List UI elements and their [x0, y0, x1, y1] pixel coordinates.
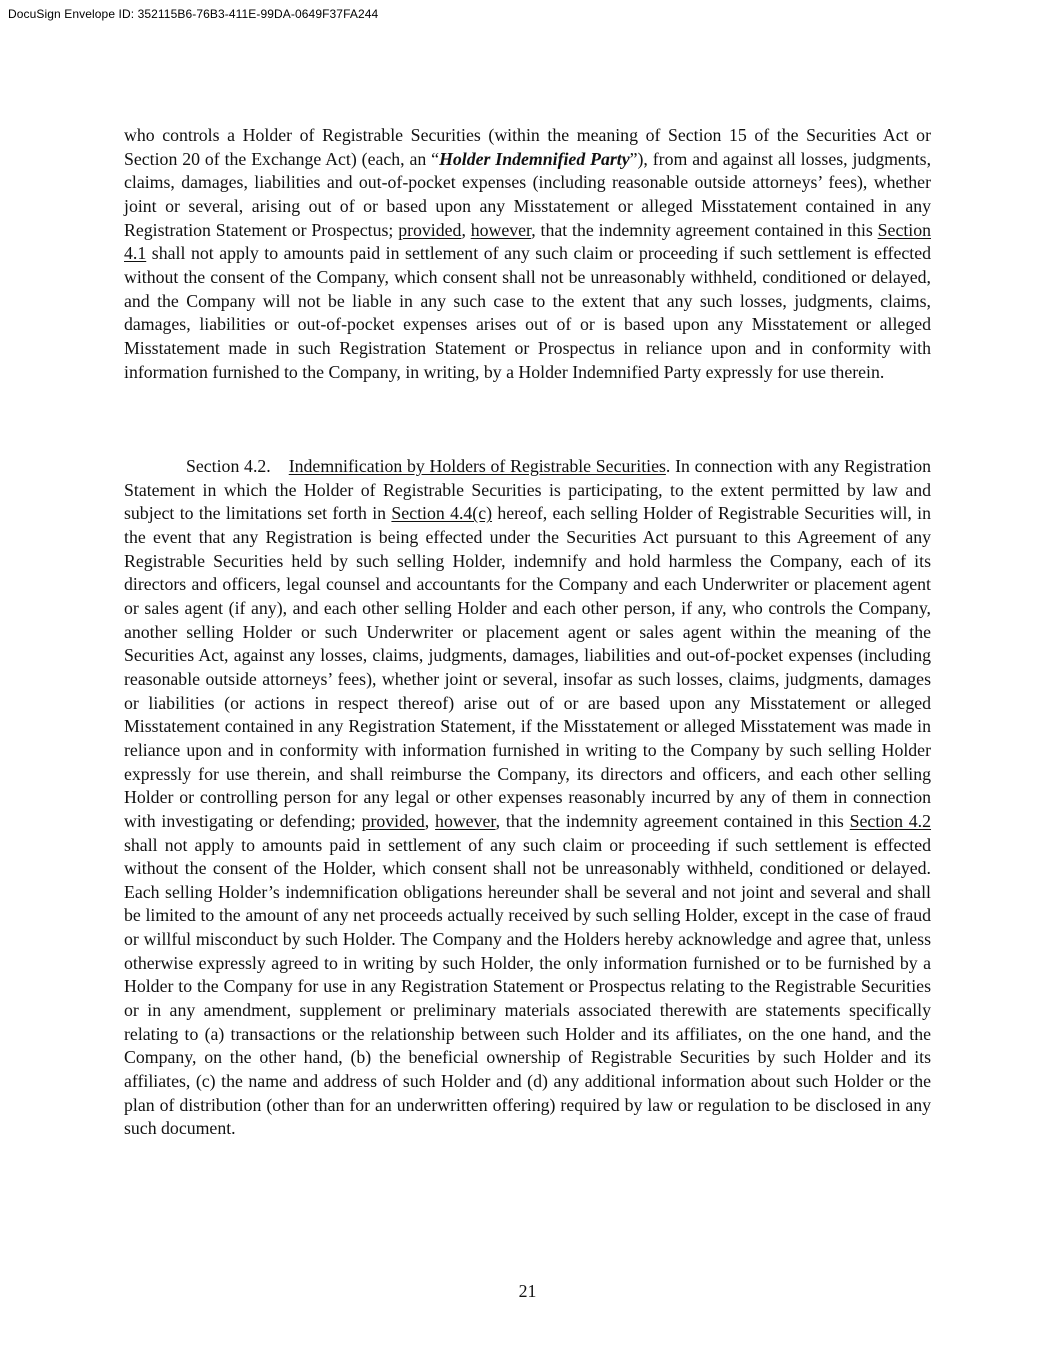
- page-number: 21: [518, 1281, 537, 1301]
- p1-text-3: , that the indemnity agreement contained in this: [531, 219, 878, 240]
- comma: ,: [424, 810, 436, 831]
- docusign-envelope-id: DocuSign Envelope ID: 352115B6-76B3-411E-99DA-0649F37FA244: [8, 7, 379, 21]
- p1-text-2: ”), from and against all losses, judgments, claims, damages, liabilities and out-of-pocket expenses (including reasonable outside attorneys’ fees), whether joint or several, arising out of or based upon any Misstatement or alleged Misstatement contained in any Registration Statement or Prospectus;: [124, 148, 932, 240]
- p1-text-4: shall not apply to amounts paid in settlement of any such claim or proceeding if such settlement is effected without the consent of the Company, which consent shall not be unreasonably withheld, conditioned or delayed, and the Company will not be liable in any such case to the extent that any such losses, judgments, claims, damages, liabilities or out-of-pocket expenses arises out of or is based upon any Misstatement or alleged Misstatement made in such Registration Statement or Prospectus in reliance upon and in conformity with information furnished to the Company, in writing, by a Holder Indemnified Party expressly for use therein.: [124, 243, 931, 382]
- p1-text-1: who controls a Holder of Registrable Securities (within the meaning of Section 15 of the Securities Act or Section 20 of the Exchange Act) (each, an “: [124, 125, 931, 169]
- section-4-4c-reference: Section 4.4(c): [391, 503, 493, 524]
- however-term: however: [470, 219, 532, 240]
- provided-term: provided: [361, 810, 425, 831]
- provided-term: provided: [398, 219, 462, 240]
- section-4-2-number: Section 4.2.: [186, 456, 271, 476]
- section-4-2-heading: Indemnification by Holders of Registrable Securities: [288, 456, 666, 476]
- p2-text-1: . In connection with any Registration Statement in which the Holder of Registrable Securities is participating, to the extent permitted by law and subject to the limitations set forth in: [124, 456, 931, 524]
- defined-term-holder-indemnified-party: Holder Indemnified Party: [439, 148, 630, 169]
- section-4-1-reference: Section 4.1: [124, 219, 931, 264]
- comma: ,: [461, 219, 471, 240]
- section-4-2-reference: Section 4.2: [849, 810, 932, 831]
- paragraph-holder-indemnified-party: [124, 124, 931, 384]
- paragraph-section-4-2: [124, 455, 931, 1141]
- p2-text-3: , that the indemnity agreement contained in this: [495, 810, 850, 831]
- p2-text-4: shall not apply to amounts paid in settlement of any such claim or proceeding if such settlement is effected without the consent of the Holder, which consent shall not be unreasonably withheld, conditioned or delayed. Each selling Holder’s indemnification obligations hereunder shall be several and not joint and several and shall be limited to the amount of any net proceeds actually received by such selling Holder, except in the case of fraud or willful misconduct by such Holder. The Company and the Holders hereby acknowledge and agree that, unless otherwise expressly agreed to in writing by such Holder, the only information furnished or to be furnished by a Holder to the Company for use in any Registration Statement or Prospectus relating to the Registrable Securities or in any amendment, supplement or preliminary materials associated therewith are statements specifically relating to (a) transactions or the relationship between such Holder and its affiliates, on the one hand, and the Company, on the other hand, (b) the beneficial ownership of Registrable Securities by such Holder and its affiliates, (c) the name and address of such Holder and (d) any additional information about such Holder or the plan of distribution (other than for an underwritten offering) required by law or regulation to be disclosed in any such document.: [124, 834, 931, 1139]
- however-term: however: [435, 810, 496, 831]
- p2-text-2: hereof, each selling Holder of Registrable Securities will, in the event that any Registration is being effected under the Securities Act pursuant to this Agreement of any Registrable Securities held by such selling Holder, indemnify and hold harmless the Company, each of its directors and officers, legal counsel and accountants for the Company and each Underwriter or placement agent or sales agent (if any), and each other selling Holder and each other person, if any, who controls the Company, another selling Holder or such Underwriter or placement agent or sales agent within the meaning of the Securities Act, against any losses, claims, judgments, damages, liabilities and out-of-pocket expenses (including reasonable outside attorneys’ fees), whether joint or several, insofar as such losses, claims, judgments, damages or liabilities (or actions in respect thereof) arise out of or are based upon any Misstatement or alleged Misstatement contained in any Registration Statement, if the Misstatement or alleged Misstatement was made in reliance upon and in conformity with information furnished in writing to the Company by such selling Holder expressly for use therein, and shall reimburse the Company, its directors and officers, and each other selling Holder or controlling person for any legal or other expenses reasonably incurred by any of them in connection with investigating or defending;: [124, 503, 931, 831]
